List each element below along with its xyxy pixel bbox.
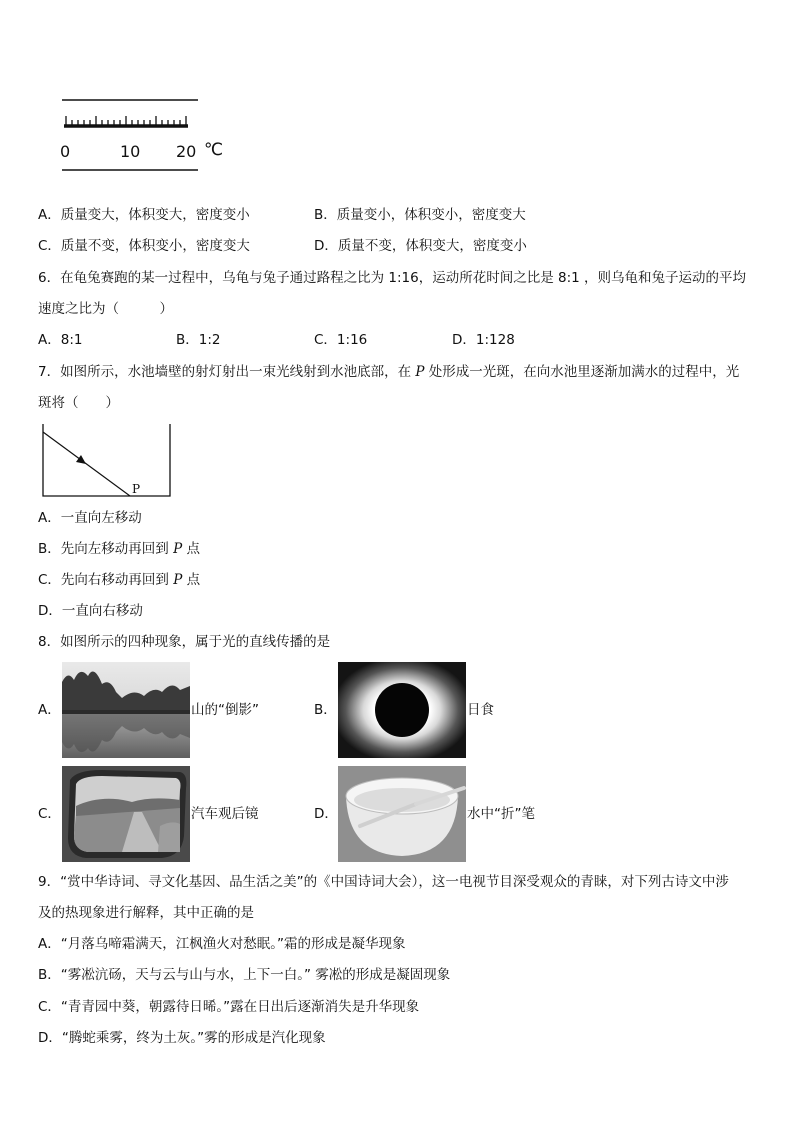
- thermometer-label-20: 20: [176, 142, 197, 161]
- q9-option-a[interactable]: A．“月落乌啼霜满天，江枫渔火对愁眠。”霜的形成是凝华现象: [38, 936, 406, 952]
- q8-option-a-caption: 山的“倒影”: [191, 702, 259, 718]
- q7-option-c-p: P: [173, 572, 183, 588]
- pool-point-label: P: [132, 482, 141, 496]
- q7-stem-line1-pre: 7．如图所示，水池墙壁的射灯射出一束光线射到水池底部，在: [38, 364, 416, 380]
- q6-stem-line1: 6．在龟兔赛跑的某一过程中，乌龟与兔子通过路程之比为 1:16，运动所花时间之比是 8:1 ，则乌龟和兔子运动的平均: [38, 270, 747, 286]
- car-mirror-image: [62, 766, 190, 862]
- q7-option-b-p: P: [173, 541, 183, 557]
- q7-option-b-post: 点: [182, 541, 200, 557]
- q5-option-d[interactable]: D．质量不变，体积变大，密度变小: [314, 238, 527, 254]
- q9-option-b[interactable]: B．“雾凇沆砀，天与云与山与水，上下一白。” 雾凇的形成是凝固现象: [38, 967, 451, 983]
- pool-diagram-svg: [40, 422, 175, 500]
- q5-option-c[interactable]: C．质量不变，体积变小，密度变大: [38, 238, 250, 254]
- pen-in-water-image: [338, 766, 466, 862]
- thermometer-label-0: 0: [60, 142, 71, 161]
- q8-option-b-letter[interactable]: B．: [314, 702, 337, 718]
- q8-option-d-letter[interactable]: D．: [314, 806, 338, 822]
- solar-eclipse-image: [338, 662, 466, 758]
- q7-stem-line1: [38, 362, 739, 382]
- thermometer-scale: [58, 96, 238, 176]
- pool-diagram: [40, 422, 175, 500]
- q7-option-c-pre: C．先向右移动再回到: [38, 572, 174, 588]
- q7-option-c-post: 点: [182, 572, 201, 588]
- thermometer-unit: ℃: [204, 140, 224, 160]
- q9-option-c[interactable]: C．“青青园中葵，朝露待日晞。”露在日出后逐渐消失是升华现象: [38, 999, 420, 1015]
- q8-option-d-caption: 水中“折”笔: [467, 806, 535, 822]
- q5-option-b[interactable]: B．质量变小，体积变小，密度变大: [314, 207, 526, 223]
- q7-stem-line2: 斑将（ ）: [38, 395, 119, 411]
- q8-option-c-letter[interactable]: C．: [38, 806, 61, 822]
- q6-option-d[interactable]: D．1:128: [452, 332, 515, 348]
- q9-option-d[interactable]: D．“腾蛇乘雾，终为土灰。”雾的形成是汽化现象: [38, 1030, 326, 1046]
- q7-option-b-pre: B．先向左移动再回到: [38, 541, 174, 557]
- thermometer-label-10: 10: [120, 142, 141, 161]
- thermometer-figure: [58, 96, 238, 176]
- q7-option-c[interactable]: [38, 570, 200, 590]
- q9-stem-line2: 及的热现象进行解释，其中正确的是: [38, 905, 254, 921]
- mountain-reflection-image: [62, 662, 190, 758]
- q9-stem-line1: 9．“赏中华诗词、寻文化基因、品生活之美”的《中国诗词大会），这一电视节目深受观众的青睐，对下列古诗文中涉: [38, 874, 729, 890]
- q5-option-a[interactable]: A．质量变大，体积变大，密度变小: [38, 207, 250, 223]
- q7-option-a[interactable]: A．一直向左移动: [38, 510, 142, 526]
- q7-stem-line1-post: 处形成一光斑，在向水池里逐渐加满水的过程中，光: [424, 364, 740, 380]
- q6-stem-line2: 速度之比为（ ）: [38, 301, 173, 317]
- q6-option-c[interactable]: C．1:16: [314, 332, 368, 348]
- q6-option-a[interactable]: A．8:1: [38, 332, 83, 348]
- q7-option-d[interactable]: D．一直向右移动: [38, 603, 143, 619]
- q8-option-b-caption: 日食: [467, 702, 494, 718]
- q7-stem-point-p: P: [415, 364, 425, 380]
- q8-option-c-caption: 汽车观后镜: [191, 806, 259, 822]
- q7-option-b[interactable]: [38, 539, 200, 559]
- q8-stem: 8．如图所示的四种现象，属于光的直线传播的是: [38, 634, 331, 650]
- q6-option-b[interactable]: B．1:2: [176, 332, 221, 348]
- q8-option-a-letter[interactable]: A．: [38, 702, 61, 718]
